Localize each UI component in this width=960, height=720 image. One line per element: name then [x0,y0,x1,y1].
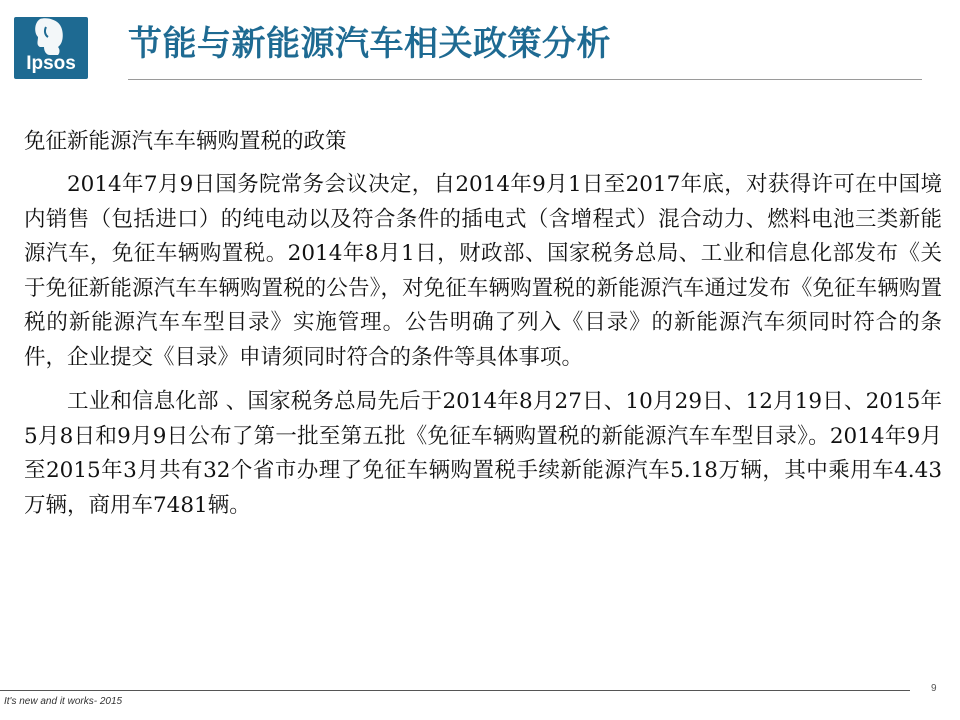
ipsos-logo [14,17,88,79]
title-divider [128,79,922,80]
slide-body [24,124,942,533]
body-paragraph-1: 2014年7月9日国务院常务会议决定，自2014年9月1日至2017年底，对获得许可在中国境内销售（包括进口）的纯电动以及符合条件的插电式（含增程式）混合动力、燃料电池三类新能源汽车，免征车辆购置税。2014年8月1日，财政部、国家税务总局、工业和信息化部发布《关于免征新能源汽车车辆购置税的公告》，对免征车辆购置税的新能源汽车通过发布《免征车辆购置税的新能源汽车车型目录》实施管理。公告明确了列入《目录》的新能源汽车须同时符合的条件，企业提交《目录》申请须同时符合的条件等具体事项。 [24,172,942,370]
section-heading: 免征新能源汽车车辆购置税的政策 [24,129,347,154]
page-number: 9 [931,683,937,694]
footer-caption: It's new and it works- 2015 [4,696,123,707]
logo-wordmark: Ipsos [26,53,76,74]
page-title: 节能与新能源汽车相关政策分析 [128,24,611,64]
footer-divider [0,690,910,691]
body-paragraph-2: 工业和信息化部 、国家税务总局先后于2014年8月27日、10月29日、12月19日、2015年5月8日和9月9日公布了第一批至第五批《免征车辆购置税的新能源汽车车型目录》。2014年9月至2015年3月共有32个省市办理了免征车辆购置税手续新能源汽车5.18万辆，其中乘用车4.43万辆，商用车7481辆。 [24,389,942,518]
